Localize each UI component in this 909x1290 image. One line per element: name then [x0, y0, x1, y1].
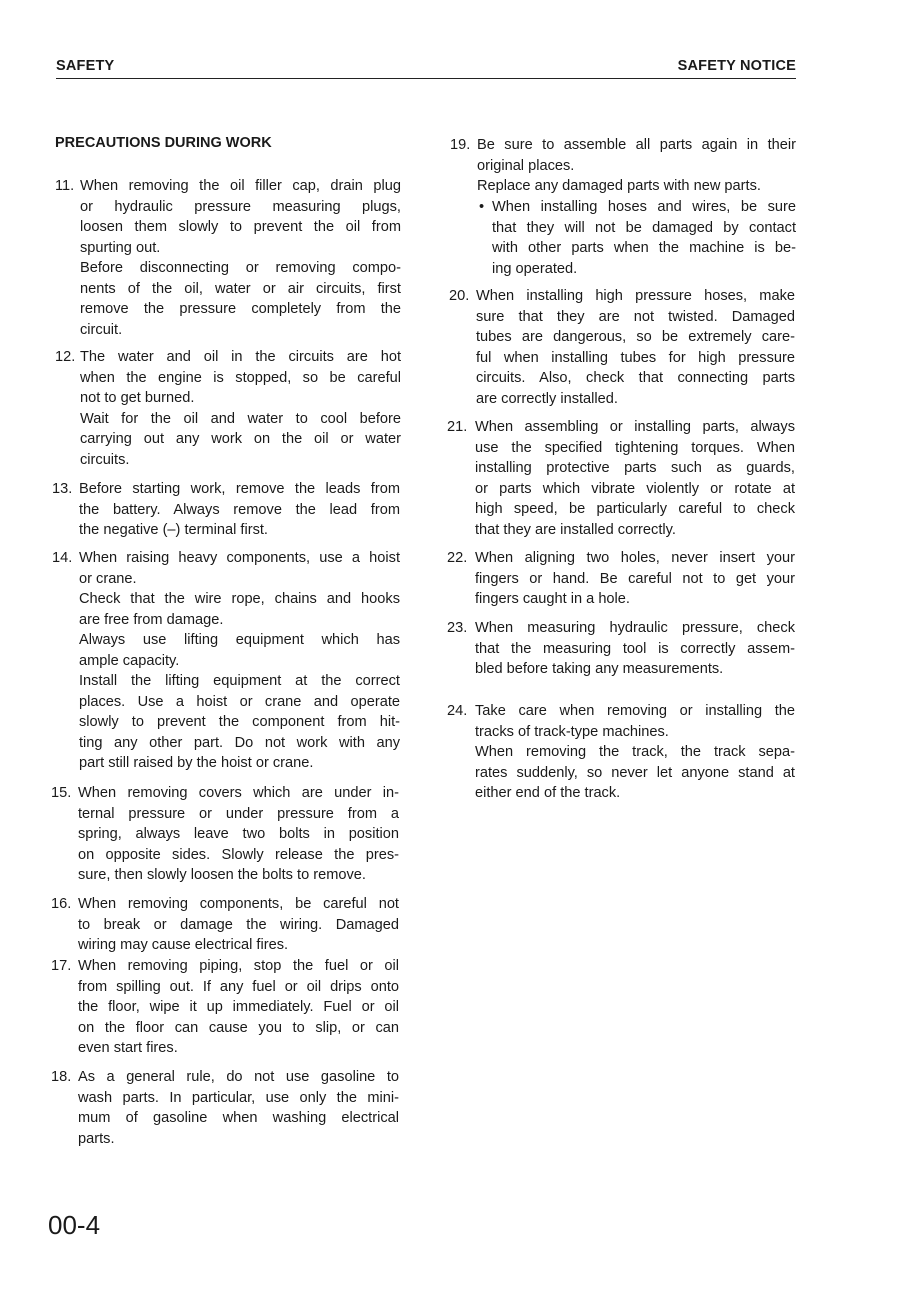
item-number: 13. — [52, 481, 73, 497]
text-line: When installing hoses and wires, be sure — [492, 199, 796, 215]
text-line: Check that the wire rope, chains and hooks — [79, 591, 400, 607]
text-line: high speed, be particularly careful to check — [475, 501, 795, 517]
text-line: circuit. — [80, 321, 123, 338]
text-line: wiring may cause electrical fires. — [78, 937, 289, 953]
text-line: or crane. — [79, 570, 137, 587]
text-line: nents of the oil, water or air circuits, first — [80, 280, 401, 297]
text-line: fingers caught in a hole. — [475, 591, 630, 607]
text-line: ample capacity. — [79, 652, 180, 669]
text-line: the floor, wipe it up immediately. Fuel or oil — [78, 999, 399, 1015]
item-21 — [475, 417, 795, 540]
text-line: When removing components, be careful not — [78, 896, 399, 912]
header-right: SAFETY NOTICE — [677, 58, 796, 74]
text-line: installing protective parts such as guards, — [475, 460, 795, 476]
text-line: or parts which vibrate violently or rotate at — [475, 480, 795, 497]
item-17 — [78, 956, 399, 1059]
text-line: remove the pressure completely from the — [80, 301, 401, 317]
item-14 — [79, 548, 400, 774]
header-rule — [56, 78, 796, 79]
text-line: that the measuring tool is correctly assem- — [475, 640, 795, 657]
text-line: spring, always leave two bolts in position — [78, 826, 399, 842]
text-line: with other parts when the machine is be- — [492, 240, 796, 256]
text-line: As a general rule, do not use gasoline to — [78, 1069, 399, 1085]
text-line: from spilling out. If any fuel or oil drips onto — [78, 978, 399, 995]
text-line: mum of gasoline when washing electrical — [78, 1110, 399, 1126]
text-line: loosen them slowly to prevent the oil from — [80, 219, 401, 235]
item-number: 21. — [447, 419, 468, 435]
text-line: to break or damage the wiring. Damaged — [78, 916, 399, 933]
text-line: use the specified tightening torques. When — [475, 439, 795, 456]
item-13 — [79, 479, 400, 541]
text-line: ternal pressure or under pressure from a — [78, 805, 399, 822]
text-line: the negative (–) terminal first. — [79, 522, 268, 538]
text-line: or hydraulic pressure measuring plugs, — [80, 198, 401, 215]
text-line: Take care when removing or installing the — [475, 703, 795, 719]
item-number: 14. — [52, 550, 73, 566]
section-title: PRECAUTIONS DURING WORK — [55, 135, 272, 151]
text-line: are correctly installed. — [476, 390, 618, 407]
item-16 — [78, 894, 399, 956]
text-line: when the engine is stopped, so be careful — [80, 369, 401, 386]
text-line: that they will not be damaged by contact — [492, 219, 796, 236]
text-line: even start fires. — [78, 1040, 178, 1056]
text-line: When assembling or installing parts, always — [475, 419, 795, 435]
item-20 — [476, 286, 795, 409]
text-line: places. Use a hoist or crane and operate — [79, 693, 400, 710]
text-line: on opposite sides. Slowly release the pres- — [78, 846, 399, 863]
text-line: fingers or hand. Be careful not to get your — [475, 570, 795, 587]
text-line: Before starting work, remove the leads from — [79, 481, 400, 497]
item-number: 20. — [449, 288, 470, 304]
item-number: 22. — [447, 550, 468, 566]
item-15 — [78, 783, 399, 886]
text-line: slowly to prevent the component from hit- — [79, 714, 400, 730]
text-line: ting any other part. Do not work with any — [79, 734, 400, 751]
text-line: the battery. Always remove the lead from — [79, 501, 400, 518]
item-11 — [80, 176, 401, 340]
text-line: When measuring hydraulic pressure, check — [475, 620, 795, 636]
item-number: 17. — [51, 958, 72, 974]
text-line: tracks of track-type machines. — [475, 723, 669, 740]
text-line: When removing piping, stop the fuel or oil — [78, 958, 399, 974]
text-line: ful when installing tubes for high pressure — [476, 349, 795, 366]
item-number: 24. — [447, 703, 468, 719]
text-line: Replace any damaged parts with new parts. — [477, 178, 761, 194]
text-line: that they are installed correctly. — [475, 521, 676, 538]
item-18 — [78, 1067, 399, 1149]
item-number: 15. — [51, 785, 72, 801]
page-number: 00-4 — [48, 1210, 101, 1240]
item-12 — [80, 347, 401, 470]
text-line: When installing high pressure hoses, make — [476, 288, 795, 304]
item-number: 16. — [51, 896, 72, 912]
item-number: 23. — [447, 620, 468, 636]
item-number: 11. — [55, 178, 75, 194]
item-19 — [477, 135, 796, 197]
text-line: Install the lifting equipment at the correct — [79, 673, 400, 689]
bullet-marker: • — [479, 199, 485, 215]
text-line: sure that they are not twisted. Damaged — [476, 308, 795, 325]
text-line: circuits. Also, check that connecting parts — [476, 370, 795, 386]
text-line: Before disconnecting or removing compo- — [80, 260, 401, 276]
text-line: carrying out any work on the oil or water — [80, 431, 401, 447]
text-line: not to get burned. — [80, 390, 195, 406]
text-line: spurting out. — [80, 239, 161, 256]
text-line: part still raised by the hoist or crane. — [79, 755, 314, 771]
text-line: ing operated. — [492, 260, 578, 277]
text-line: bled before taking any measurements. — [475, 661, 724, 677]
item-number: 12. — [55, 349, 76, 365]
text-line: When removing the track, the track sepa- — [475, 744, 795, 760]
text-line: When raising heavy components, use a hoist — [79, 550, 400, 566]
item-24 — [475, 701, 795, 804]
text-line: either end of the track. — [475, 785, 621, 801]
item-23 — [475, 618, 795, 680]
text-line: Be sure to assemble all parts again in their — [477, 137, 796, 153]
item-22 — [475, 548, 795, 610]
text-line: When aligning two holes, never insert your — [475, 550, 795, 566]
text-line: original places. — [477, 157, 575, 174]
text-line: Wait for the oil and water to cool before — [80, 410, 401, 427]
text-line: When removing covers which are under in- — [78, 785, 399, 801]
text-line: are free from damage. — [79, 611, 224, 628]
text-line: rates suddenly, so never let anyone stand at — [475, 764, 795, 781]
item-19-bullet — [492, 197, 796, 279]
text-line: The water and oil in the circuits are hot — [80, 349, 401, 365]
text-line: sure, then slowly loosen the bolts to remove. — [78, 867, 366, 883]
item-number: 19. — [450, 137, 471, 153]
text-line: on the floor can cause you to slip, or can — [78, 1019, 399, 1036]
text-line: tubes are dangerous, so be extremely care- — [476, 329, 795, 345]
text-line: wash parts. In particular, use only the mini- — [78, 1089, 399, 1106]
text-line: parts. — [78, 1130, 115, 1147]
item-number: 18. — [51, 1069, 72, 1085]
header-left: SAFETY — [56, 58, 115, 74]
text-line: Always use lifting equipment which has — [79, 632, 400, 648]
text-line: circuits. — [80, 451, 130, 468]
text-line: When removing the oil filler cap, drain plug — [80, 178, 401, 194]
